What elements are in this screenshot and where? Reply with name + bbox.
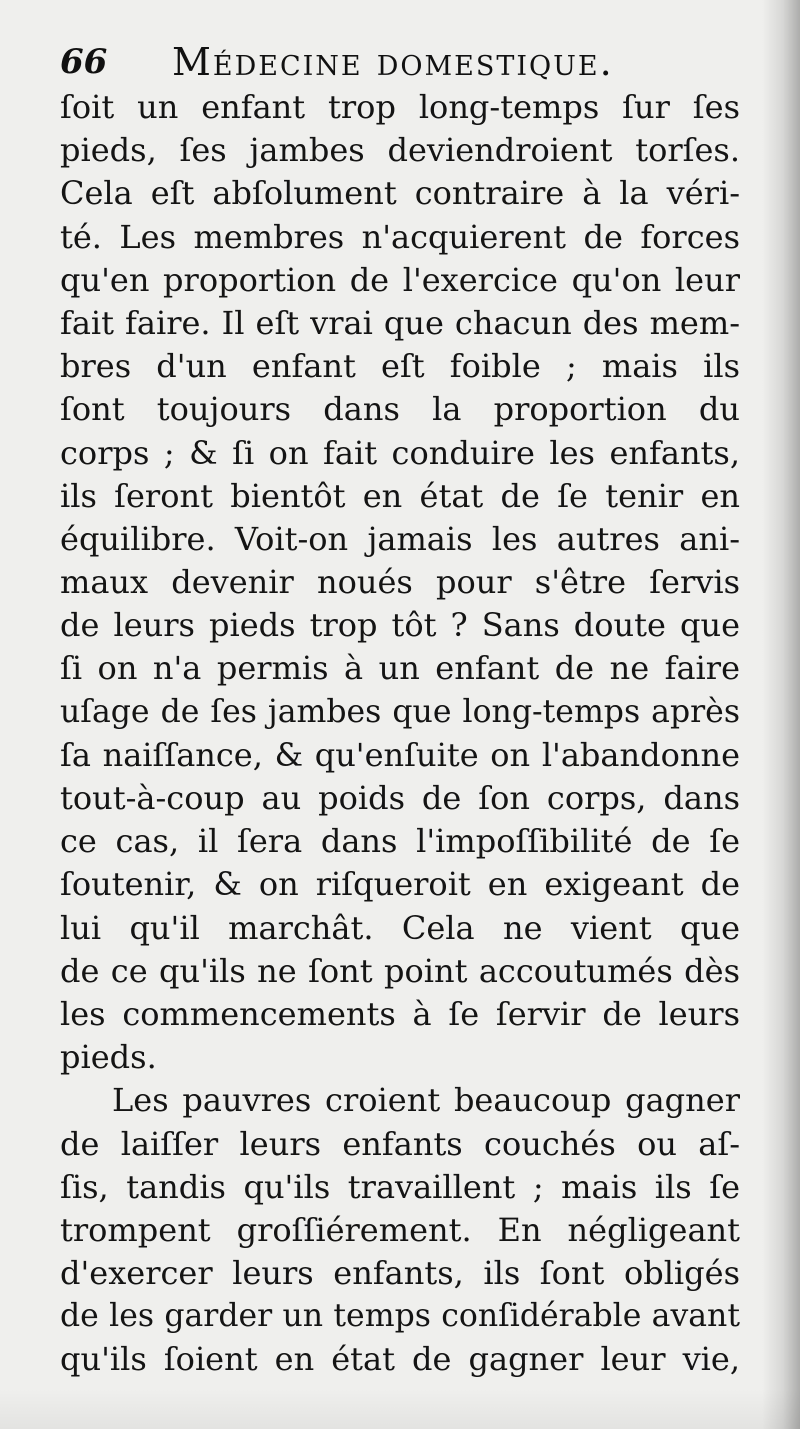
body-text [60, 86, 740, 1382]
text-line: Cela eſt abſolument contraire à la véri- [60, 174, 740, 213]
text-line: uſage de ſes jambes que long-temps après [60, 693, 740, 730]
text-line: fait faire. Il eſt vrai que chacun des mem- [60, 303, 740, 342]
page-number: 66 [60, 42, 108, 82]
text-line: de ce qu'ils ne ſont point accoutumés dès [60, 951, 740, 990]
text-line: ſont toujours dans la proportion du [60, 390, 740, 429]
text-line: qu'ils ſoient en état de gagner leur vie, [60, 1340, 740, 1379]
text-line: pieds. [60, 1038, 157, 1077]
text-line: les commencements à ſe ſervir de leurs [60, 994, 740, 1033]
text-line: de laiſſer leurs enfants couchés ou aſ- [60, 1124, 740, 1163]
text-line: pieds, ſes jambes deviendroient torſes. [60, 131, 740, 170]
text-line: ſa naiſſance, & qu'enſuite on l'abandonne [60, 735, 740, 774]
text-line: té. Les membres n'acquierent de forces [60, 217, 740, 256]
text-line: bres d'un enfant eſt foible ; mais ils [60, 347, 740, 386]
text-line: ſi on n'a permis à un enfant de ne faire [60, 649, 740, 688]
page-header [60, 38, 740, 84]
text-line: d'exercer leurs enfants, ils ſont obligés [60, 1254, 740, 1293]
text-line: équilibre. Voit-on jamais les autres ani- [60, 519, 740, 558]
text-line: ſoit un enfant trop long-temps ſur ſes [60, 88, 740, 126]
text-line: maux devenir noués pour s'être ſervis [60, 563, 740, 602]
text-line: tout-à-coup au poids de ſon corps, dans [60, 779, 740, 817]
text-line: corps ; & ſi on fait conduire les enfants, [60, 433, 740, 472]
page-edge-shadow [762, 0, 800, 1429]
text-line: ſis, tandis qu'ils travaillent ; mais ils ſe [60, 1167, 740, 1206]
text-line: ils ſeront bientôt en état de ſe tenir en [60, 476, 740, 515]
paragraph [60, 1079, 740, 1381]
running-title: Médecine domestique. [172, 40, 614, 84]
text-line: trompent groſſiérement. En négligeant [60, 1210, 740, 1249]
text-line: ce cas, il ſera dans l'impoſſibilité de ſe [60, 822, 740, 861]
text-line: ſoutenir, & on riſqueroit en exigeant de [60, 865, 740, 904]
text-line: Les pauvres croient beaucoup gagner [112, 1081, 740, 1120]
text-line: qu'en proportion de l'exercice qu'on leur [60, 260, 740, 299]
page-bottom-shade [0, 1389, 800, 1429]
text-line: de leurs pieds trop tôt ? Sans doute que [60, 606, 740, 645]
text-line: lui qu'il marchât. Cela ne vient que [60, 908, 740, 947]
paragraph [60, 86, 740, 1079]
text-line: de les garder un temps conſidérable avant [60, 1298, 740, 1335]
